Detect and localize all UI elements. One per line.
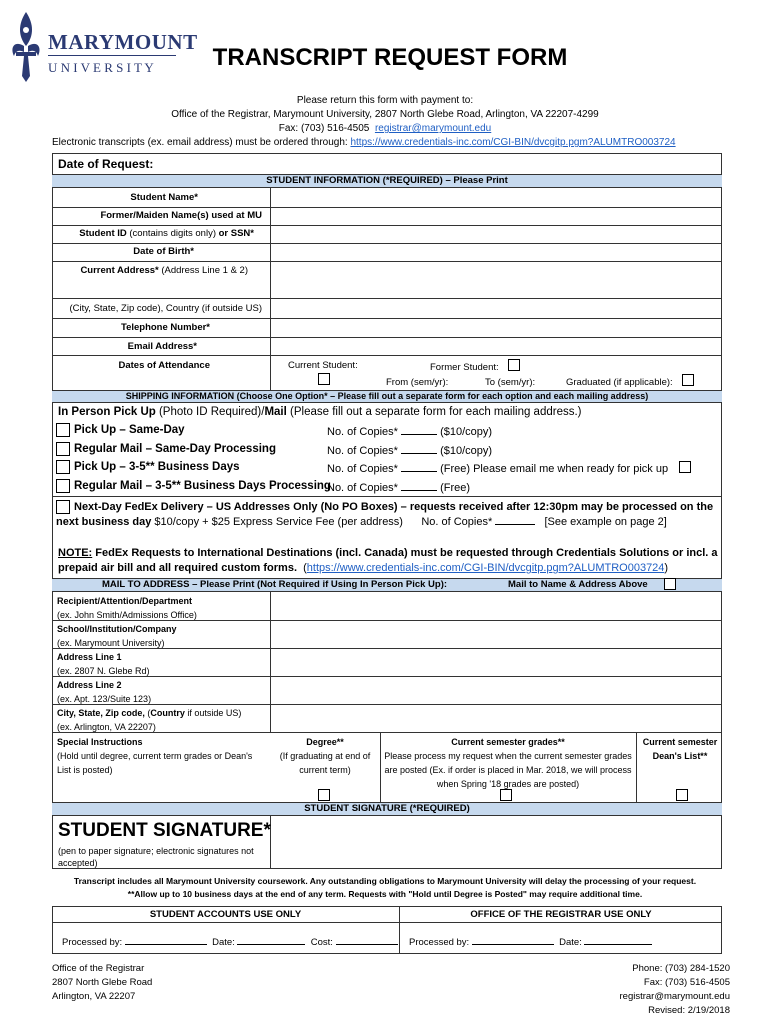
former-name-field[interactable] xyxy=(271,208,721,225)
mail-to-bar: MAIL TO ADDRESS – Please Print (Not Required if Using In Person Pick Up): Mail to Name & Address Above xyxy=(52,578,722,592)
fedex-note: NOTE: FedEx Requests to International Destinations (incl. Canada) must be requested through Credentials Solutions or incl. a prepaid air bill and all required custom forms. (https://www.credentials-inc.com/CGI-BIN/dvcgitp.pgm?ALUMTRO003724) xyxy=(58,547,718,574)
email-when-ready-checkbox[interactable] xyxy=(679,461,691,473)
deans-list-option: Current semester Dean's List** xyxy=(642,737,718,761)
to-label: To (sem/yr): xyxy=(485,377,536,388)
registrar-email-link[interactable]: registrar@marymount.edu xyxy=(374,123,492,134)
email-field[interactable] xyxy=(271,338,721,355)
former-name-label: Former/Maiden Name(s) used at MU xyxy=(100,210,262,221)
logo-sub: U N I V E R S I T Y xyxy=(48,60,154,75)
current-student-label: Current Student: xyxy=(288,360,358,371)
fedex-checkbox[interactable] xyxy=(56,500,70,514)
dates-attendance-label: Dates of Attendance xyxy=(118,360,210,371)
ship-option-checkbox[interactable] xyxy=(56,479,70,493)
shipping-intro: In Person Pick Up (Photo ID Required)/Mail (Please fill out a separate form for each mailing address.) xyxy=(58,406,582,418)
ship-option-regular-same-day[interactable]: Regular Mail – Same-Day Processing xyxy=(56,442,276,456)
address-line: Office of the Registrar, Marymount University, 2807 North Glebe Road, Arlington, VA 22207-4299 xyxy=(171,109,599,120)
mail-row-school: School/Institution/Company (ex. Marymount University) xyxy=(57,624,177,648)
fax-line xyxy=(0,123,770,134)
mail-row-recipient: Recipient/Attention/Department (ex. John Smith/Admissions Office) xyxy=(57,596,197,620)
signature-label: STUDENT SIGNATURE* xyxy=(58,820,271,841)
dob-field[interactable] xyxy=(271,244,721,261)
signature-note: (pen to paper signature; electronic signatures not accepted) xyxy=(58,846,254,868)
student-name-field[interactable] xyxy=(271,189,721,206)
mail-row-address2: Address Line 2 (ex. Apt. 123/Suite 123) xyxy=(57,680,152,704)
school-field[interactable] xyxy=(271,621,721,648)
ship-option-checkbox[interactable] xyxy=(56,423,70,437)
graduated-label: Graduated (if applicable): xyxy=(566,377,673,388)
current-student-checkbox[interactable] xyxy=(318,373,330,385)
mail-row-city: City, State, Zip code, (Country if outside US) (ex. Arlington, VA 22207) xyxy=(57,708,242,732)
footer-right: Phone: (703) 284-1520 Fax: (703) 516-4505 registrar@marymount.edu Revised: 2/19/2018 xyxy=(619,963,730,1016)
telephone-label: Telephone Number* xyxy=(120,322,210,333)
ship-copies-3: No. of Copies* (Free) xyxy=(327,482,471,494)
fax-text: Fax: (703) 516-4505 xyxy=(278,123,370,134)
student-accounts-head: STUDENT ACCOUNTS USE ONLY xyxy=(149,909,302,920)
registrar-processed-row: Processed by: Date: xyxy=(409,937,652,948)
signature-field[interactable] xyxy=(271,817,721,868)
mail-to-above-checkbox[interactable] xyxy=(664,578,676,590)
city-label: (City, State, Zip code), Country (if outside US) xyxy=(69,303,262,314)
city-state-field[interactable] xyxy=(271,705,721,732)
footer-left: Office of the Registrar 2807 North Glebe Road Arlington, VA 22207 xyxy=(52,963,153,1002)
current-address-label: Current Address* (Address Line 1 & 2) xyxy=(80,265,248,276)
grades-option: Current semester grades** Please process my request when the current semester grades are posted (Ex. if order is placed in Mar. 2018, we will process when Spring '18 grades are posted) xyxy=(384,737,632,789)
city-field[interactable] xyxy=(271,299,721,318)
from-label: From (sem/yr): xyxy=(386,377,449,388)
note-credentials-link[interactable]: https://www.credentials-inc.com/CGI-BIN/dvcgitp.pgm?ALUMTRO003724 xyxy=(306,562,665,574)
dob-label: Date of Birth* xyxy=(133,246,194,257)
ship-option-pickup-same-day[interactable]: Pick Up – Same-Day xyxy=(56,423,185,437)
ship-copies-0: No. of Copies* ($10/copy) xyxy=(327,426,493,438)
former-student-label: Former Student: xyxy=(430,362,499,373)
fleur-de-lis-icon xyxy=(8,10,44,84)
ship-option-pickup-3-5[interactable]: Pick Up – 3-5** Business Days xyxy=(56,460,240,474)
former-student-checkbox[interactable] xyxy=(508,359,520,371)
fedex-option[interactable]: Next-Day FedEx Delivery – US Addresses Only (No PO Boxes) – requests received after 12:30pm may be processed on the next business day $10/copy + $25 Express Service Fee (per address) No. of Copies* [See example on page 2] xyxy=(56,501,714,528)
deans-list-checkbox[interactable] xyxy=(676,789,688,801)
address2-field[interactable] xyxy=(271,677,721,704)
grades-checkbox[interactable] xyxy=(500,789,512,801)
student-info-bar: STUDENT INFORMATION (*REQUIRED) – Please Print xyxy=(52,174,722,188)
logo xyxy=(8,10,198,85)
registrar-office-head: OFFICE OF THE REGISTRAR USE ONLY xyxy=(470,909,652,920)
telephone-field[interactable] xyxy=(271,319,721,337)
ship-copies-2: No. of Copies* (Free) Please email me when ready for pick up xyxy=(327,463,669,475)
ship-copies-1: No. of Copies* ($10/copy) xyxy=(327,445,493,457)
coursework-note: Transcript includes all Marymount University coursework. Any outstanding obligations to Marymount University will delay the processing of your request. xyxy=(73,876,697,886)
electronic-line xyxy=(52,137,752,148)
return-line: Please return this form with payment to: xyxy=(296,95,474,106)
ship-option-checkbox[interactable] xyxy=(56,442,70,456)
shipping-bar: SHIPPING INFORMATION (Choose One Option* – Please fill out a separate form for each option and each mailing address) xyxy=(52,390,722,403)
electronic-text: Electronic transcripts (ex. email address) must be ordered through: xyxy=(52,137,348,148)
email-label: Email Address* xyxy=(127,341,197,352)
degree-option: Degree** (If graduating at end of current term) xyxy=(279,737,371,775)
mail-row-address1: Address Line 1 (ex. 2807 N. Glebe Rd) xyxy=(57,652,150,676)
processing-note: **Allow up to 10 business days at the end of any term. Requests with "Hold until Degree is Posted" may require additional time. xyxy=(127,889,643,899)
recipient-field[interactable] xyxy=(271,593,721,620)
date-of-request-label: Date of Request: xyxy=(58,157,154,171)
graduated-checkbox[interactable] xyxy=(682,374,694,386)
student-id-field[interactable] xyxy=(271,226,721,243)
page-title: TRANSCRIPT REQUEST FORM xyxy=(212,44,568,71)
signature-bar: STUDENT SIGNATURE (*REQUIRED) xyxy=(52,802,722,816)
credentials-link[interactable]: https://www.credentials-inc.com/CGI-BIN/dvcgitp.pgm?ALUMTRO003724 xyxy=(350,137,676,148)
current-address-field[interactable] xyxy=(271,262,721,298)
student-name-label: Student Name* xyxy=(130,192,198,203)
student-id-label: Student ID (contains digits only) or SSN* xyxy=(79,228,254,239)
ship-option-checkbox[interactable] xyxy=(56,460,70,474)
address1-field[interactable] xyxy=(271,649,721,676)
accounts-processed-row: Processed by: Date: Cost: xyxy=(62,937,398,948)
special-instructions: Special Instructions (Hold until degree, current term grades or Dean's List is posted) xyxy=(57,737,253,775)
ship-option-regular-3-5[interactable]: Regular Mail – 3-5** Business Days Processing xyxy=(56,479,331,493)
degree-checkbox[interactable] xyxy=(318,789,330,801)
logo-name: MARYMOUNT xyxy=(48,30,198,54)
